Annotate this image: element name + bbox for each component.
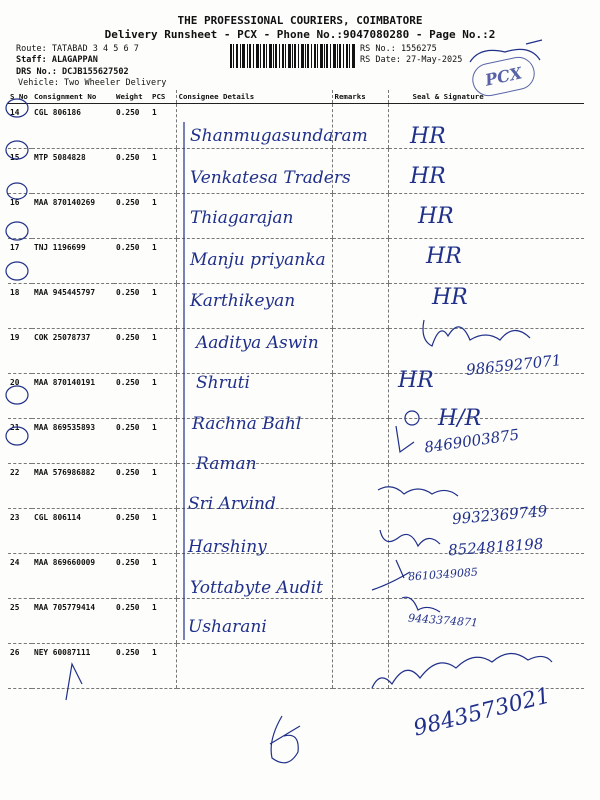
handwritten-signature: HR <box>398 368 434 393</box>
signature-scribble-24 <box>380 530 440 546</box>
handwritten-consignee: Karthikeyan <box>190 291 296 311</box>
handwritten-consignee: Usharani <box>188 617 267 637</box>
col-header-consignment: Consignment No <box>32 90 114 104</box>
cell-sno: 21 <box>8 419 32 464</box>
cell-sno: 15 <box>8 149 32 194</box>
col-header-sno: S No <box>8 90 32 104</box>
cell-weight: 0.250 <box>114 599 150 644</box>
cell-pcs: 1 <box>150 374 176 419</box>
handwritten-phone: 9932369749 <box>451 501 549 529</box>
cell-weight: 0.250 <box>114 419 150 464</box>
cell-consignment: MAA 945445797 <box>32 284 114 329</box>
cell-sno: 20 <box>8 374 32 419</box>
cell-pcs: 1 <box>150 419 176 464</box>
handwritten-consignee: Rachna Bahl <box>192 414 302 434</box>
cell-pcs: 1 <box>150 239 176 284</box>
cell-weight: 0.250 <box>114 329 150 374</box>
cell-consignment: COK 25078737 <box>32 329 114 374</box>
route-label: Route: TATABAD 3 4 5 6 7 <box>16 44 139 54</box>
cell-consignment: CGL 806186 <box>32 104 114 149</box>
handwritten-consignee: Yottabyte Audit <box>190 578 323 598</box>
handwritten-signature: H/R <box>438 406 482 431</box>
handwritten-signature: HR <box>426 244 462 269</box>
cell-consignment: MAA 576986882 <box>32 464 114 509</box>
handwritten-consignee: Manju priyanka <box>190 250 326 270</box>
cell-weight: 0.250 <box>114 374 150 419</box>
cell-sno: 18 <box>8 284 32 329</box>
handwritten-signature: HR <box>418 204 454 229</box>
staff-label: Staff: ALAGAPPAN <box>16 55 98 65</box>
signature-scribble-23 <box>378 487 458 496</box>
cell-weight: 0.250 <box>114 149 150 194</box>
page-number-scribble <box>270 716 300 763</box>
cell-pcs: 1 <box>150 194 176 239</box>
cell-consignment: MAA 869660009 <box>32 554 114 599</box>
col-header-consignee: Consignee Details <box>176 90 332 104</box>
handwritten-phone: 8524818198 <box>447 534 544 560</box>
cell-consignment: MAA 705779414 <box>32 599 114 644</box>
circle-mark-14 <box>6 99 28 117</box>
cell-consignment: NEY 60087111 <box>32 644 114 689</box>
cell-weight: 0.250 <box>114 644 150 689</box>
cell-weight: 0.250 <box>114 284 150 329</box>
col-header-seal: Seal & Signature <box>388 90 584 104</box>
handwritten-consignee: Shruti <box>196 373 250 393</box>
cell-consignment: MTP 5084828 <box>32 149 114 194</box>
cell-sno: 22 <box>8 464 32 509</box>
col-header-pcs: PCS <box>150 90 176 104</box>
stamp-scribble <box>470 40 542 62</box>
circle-mark-16 <box>7 183 27 199</box>
runsheet-subtitle: Delivery Runsheet - PCX - Phone No.:9047080280 - Page No.:2 <box>104 28 496 41</box>
circle-mark-17 <box>6 222 28 240</box>
circle-mark-22 <box>6 427 28 445</box>
handwritten-consignee: Aaditya Aswin <box>196 333 319 353</box>
handwritten-consignee: Thiagarajan <box>190 208 294 228</box>
cell-sno: 26 <box>8 644 32 689</box>
cell-weight: 0.250 <box>114 239 150 284</box>
handwritten-consignee: Venkatesa Traders <box>190 168 351 188</box>
handwritten-consignee: Harshiny <box>188 537 267 557</box>
handwritten-consignee: Shanmugasundaram <box>190 126 368 146</box>
cell-consignment: MAA 869535893 <box>32 419 114 464</box>
circle-mark-21 <box>6 386 28 404</box>
handwritten-phone: 8469003875 <box>423 425 521 457</box>
cell-sno: 24 <box>8 554 32 599</box>
col-header-weight: Weight <box>114 90 150 104</box>
circle-mark-18 <box>6 262 28 280</box>
cell-weight: 0.250 <box>114 464 150 509</box>
handwritten-signature: HR <box>410 164 446 189</box>
cell-pcs: 1 <box>150 644 176 689</box>
signature-scribble-bottom <box>372 653 552 688</box>
cell-weight: 0.250 <box>114 194 150 239</box>
cell-consignment: CGL 806114 <box>32 509 114 554</box>
cell-pcs: 1 <box>150 284 176 329</box>
cell-pcs: 1 <box>150 464 176 509</box>
cell-sno: 19 <box>8 329 32 374</box>
handwritten-consignee: Raman <box>196 454 257 474</box>
handwritten-phone: 9865927071 <box>465 351 563 379</box>
cell-weight: 0.250 <box>114 509 150 554</box>
handwritten-consignee: Sri Arvind <box>188 494 276 514</box>
cell-sno: 14 <box>8 104 32 149</box>
pcx-stamp: PCX <box>469 54 538 99</box>
cell-consignment: MAA 870140191 <box>32 374 114 419</box>
handwritten-phone: 9443374871 <box>407 611 479 630</box>
handwritten-signature: HR <box>432 285 468 310</box>
rs-date: RS Date: 27-May-2025 <box>360 55 463 65</box>
cell-pcs: 1 <box>150 149 176 194</box>
circle-mark-15 <box>6 141 28 159</box>
cell-pcs: 1 <box>150 509 176 554</box>
company-title: THE PROFESSIONAL COURIERS, COIMBATORE <box>177 14 423 27</box>
col-header-remarks: Remarks <box>332 90 388 104</box>
rs-number: RS No.: 1556275 <box>360 44 437 54</box>
cell-weight: 0.250 <box>114 104 150 149</box>
cell-consignment: MAA 870140269 <box>32 194 114 239</box>
handwritten-signature: HR <box>410 124 446 149</box>
cell-sno: 25 <box>8 599 32 644</box>
arrow-mark <box>66 664 82 700</box>
cell-sno: 17 <box>8 239 32 284</box>
cell-consignment: TNJ 1196699 <box>32 239 114 284</box>
cell-sno: 16 <box>8 194 32 239</box>
cell-pcs: 1 <box>150 329 176 374</box>
cell-pcs: 1 <box>150 599 176 644</box>
signature-circle-21 <box>405 411 419 425</box>
signature-scribble-22 <box>396 426 414 452</box>
handwritten-phone: 8610349085 <box>407 565 479 584</box>
cell-pcs: 1 <box>150 104 176 149</box>
drs-number: DRS No.: DCJB155627502 <box>16 67 129 77</box>
cell-weight: 0.250 <box>114 554 150 599</box>
vehicle-label: Vehicle: Two Wheeler Delivery <box>18 78 167 88</box>
signature-scribble-25 <box>372 560 410 590</box>
cell-sno: 23 <box>8 509 32 554</box>
signature-scribble-26 <box>402 597 440 612</box>
handwritten-phone: 9843573021 <box>411 683 553 742</box>
signature-scribble-19 <box>423 320 530 346</box>
cell-pcs: 1 <box>150 554 176 599</box>
